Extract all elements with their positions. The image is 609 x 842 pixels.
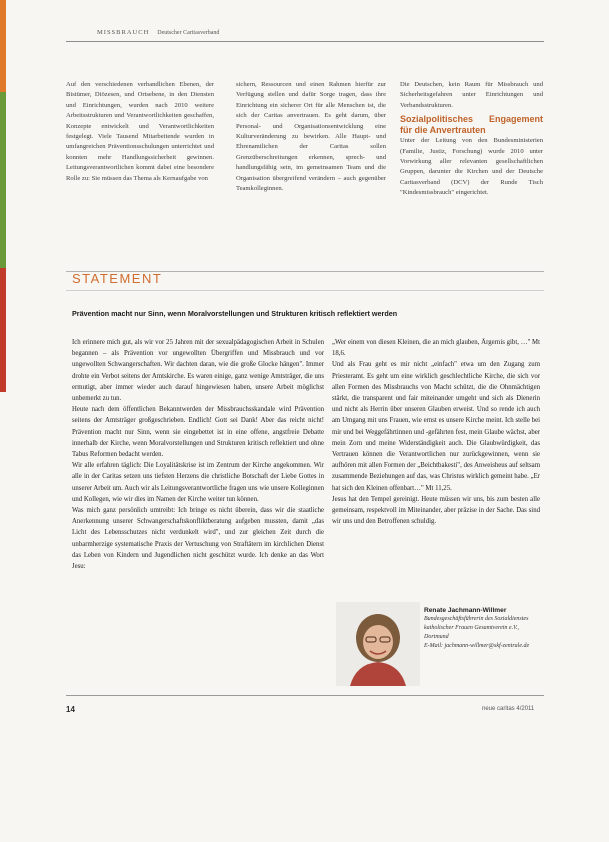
article-column-2: [236, 80, 386, 194]
statement-paragraph: Was mich ganz persönlich umtreibt: Ich bringe es nicht überein, dass wir die staatliche Anerkennung unserer Schwangerschaftskonfliktberatung aufgeben mussten, damit „das Licht des Lebensschutzes nicht verdunkelt wird", und zur gleichen Zeit durch die unbarmherzige systematische Praxis der Vertuschung von Straftätern im kirchlichen Dienst das Leben von Kindern und Jugendlichen nicht geschützt wurde. Ich denke an das Wort Jesu:: [72, 507, 324, 571]
footer-divider: [66, 695, 544, 696]
article-column-1: [66, 80, 214, 184]
statement-paragraph: Ich erinnere mich gut, als wir vor 25 Jahren mit der sexualpädagogischen Arbeit in Schulen begannen – als Prävention vor ungewollten Übergriffen und Missbrauch und vor ungewollten Schwangerschaften. Wir dachten daran, wie die große Glocke hängen". Immer drohte ein Verbot seitens der Amtskirche. Es waren einige, ganz wenige Amtsträger, die uns ermutigt, aber immer wieder auch darauf hingewiesen haben, unsere Arbeit möglichst unbemerkt zu tun.: [72, 339, 324, 403]
portrait-image: [336, 602, 420, 686]
article-column-2-text: sichern, Ressourcen und einen Rahmen hierfür zur Verfügung stellen und dafür Sorge tragen, dass ihre Einrichtung ein sicherer Ort für alle Menschen ist, die sich der Caritas anvertrauen. Es geht darum, über Personal- und Organisationsentwicklung eine Kulturveränderung zu bewirken. Alle Haupt- und Ehrenamtlichen der Caritas sollen Grenzüberschreitungen erkennen, sprech- und handlungsfähig sein, im gemeinsamen Team und die Organisation übergreifend verändern – auch gegenüber Teamkolleginnen.: [236, 81, 386, 193]
author-email: E-Mail: jachmann-willmer@skf-zentrale.de: [424, 643, 530, 649]
author-role: Bundesgeschäftsführerin des Sozialdienstes katholischer Frauen Gesamtverein e.V., Dortmund: [424, 616, 529, 640]
running-head-subtitle: Deutscher Caritasverband: [157, 30, 220, 36]
footer-brand: neue caritas 4/2011: [482, 706, 535, 712]
statement-column-right: [332, 337, 540, 527]
header-divider: [66, 41, 544, 42]
edge-mark-green: [0, 92, 6, 268]
author-caption: [424, 606, 544, 651]
article-column-3-intro: Die Deutschen, kein Raum für Missbrauch und Sicherheitsgefahren unter Einrichtungen und Verbandsstrukturen.: [400, 81, 543, 109]
article-subheading: Sozialpolitisches Engagement für die Anvertrauten: [400, 114, 543, 135]
running-head: [97, 29, 219, 36]
page-number: 14: [66, 705, 75, 714]
edge-mark-red: [0, 268, 6, 392]
author-name: Renate Jachmann-Willmer: [424, 607, 507, 614]
statement-divider: [66, 290, 544, 291]
article-column-1-text: Auf den verschiedenen verbandlichen Ebenen, der Bistümer, Diözesen, und Ortsebene, in den Diensten und Einrichtungen, wurden nach 2010 weitere Arbeitsstrukturen und Verantwortlichkeiten geschaffen, Konzepte entwickelt und Verantwortlichkeiten festgelegt. Viele Tausend Mitarbeitende wurden in umfangreichen Präventionsschulungen unterrichtet und konnten mehr Handlungssicherheit gewinnen. Leitungsverantwortlichen kommt dabei eine besondere Rolle zu: Sie müssen das Thema als Kernaufgabe von: [66, 81, 214, 182]
article-column-3: [400, 80, 543, 199]
article-column-3-body: Unter der Leitung von den Bundesministerien (Familie, Justiz, Forschung) wurde 2010 unter Vorwirkung aller relevanten gesellschaftlichen Gruppen, darunter die Kirchen und der Deutsche Caritasverband (DCV) der Runde Tisch "Kindesmissbrauch" eingerichtet.: [400, 137, 543, 197]
statement-headline: Prävention macht nur Sinn, wenn Moralvorstellungen und Strukturen kritisch reflektiert werden: [72, 309, 398, 318]
running-head-section: MISSBRAUCH: [97, 29, 150, 36]
author-photo: [336, 602, 420, 686]
statement-paragraph: Und als Frau geht es mir nicht „einfach" etwa um den Zugang zum Priesteramt. Es geht um eine wirklich geschlechtliche Kirche, die sich vor allen Formen des Missbrauchs von Macht schützt, die die Ohnmächtigen stärkt, die transparent und fair miteinander umgeht und sich als Dienerin und nicht als Herrin über unseren Glauben erweist. Und so rende ich auch am Umgang mit uns Frauen, wie ernst es unsere Kirche meint. Ich stelle bei mir und bei Weggefährtinnen und -gefährten fest, mein Glaube wächst, aber mein Zorn und meine Widerständigkeit auch. Die Glaubwürdigkeit, das Vertrauen können die Verantwortlichen nur zurückgewinnen, wenn sie aufhören mit allen Formen der „Beichtbakesti", des Anweisheus auf seltsam zusammende Beziehungen auf das, was Christus wirklich gemeint habe. „Er hat sich den Kleinen offenbart…" Mt 11,25.: [332, 361, 540, 492]
statement-column-left: [72, 337, 324, 572]
statement-label: STATEMENT: [72, 271, 163, 286]
statement-paragraph: „Wer einem von diesen Kleinen, die an mich glauben, Ärgernis gibt, …" Mt 18,6.: [332, 339, 540, 358]
statement-paragraph: Wir alle erfahren täglich: Die Loyalitätskrise ist im Zentrum der Kirche angekommen. Wir alle in der Caritas setzen uns tiefsten Herzens die christliche Botschaft der Liebe Gottes in unserer Arbeit um. Auch wir als Leitungsverantwortliche fragen uns wie unsere Kolleginnen und Kollegen, wie wir dies im Namen der Kirche weiter tun können.: [72, 462, 324, 503]
statement-paragraph: Heute nach dem öffentlichen Bekanntwerden der Missbrauchsskandale wird Prävention seitens der Amtsträger großgeschrieben. Endlich! Gott sei Dank! Aber das reicht nicht! Prävention macht nur Sinn, wenn sie eingebettet ist in eine offene, angstfreie Debatte innerhalb der Kirche, wenn Moralvorstellungen und Strukturen kritisch reflektiert und ohne Tabus Reformen bedacht werden.: [72, 406, 324, 459]
edge-mark-orange: [0, 0, 6, 92]
statement-paragraph: Jesus hat den Tempel gereinigt. Heute müssen wir uns, bis zum besten alle gemeinsam, respektvoll im Miteinander, aber präzise in der Sache. Das sind wir uns und den Betroffenen schuldig.: [332, 495, 540, 526]
